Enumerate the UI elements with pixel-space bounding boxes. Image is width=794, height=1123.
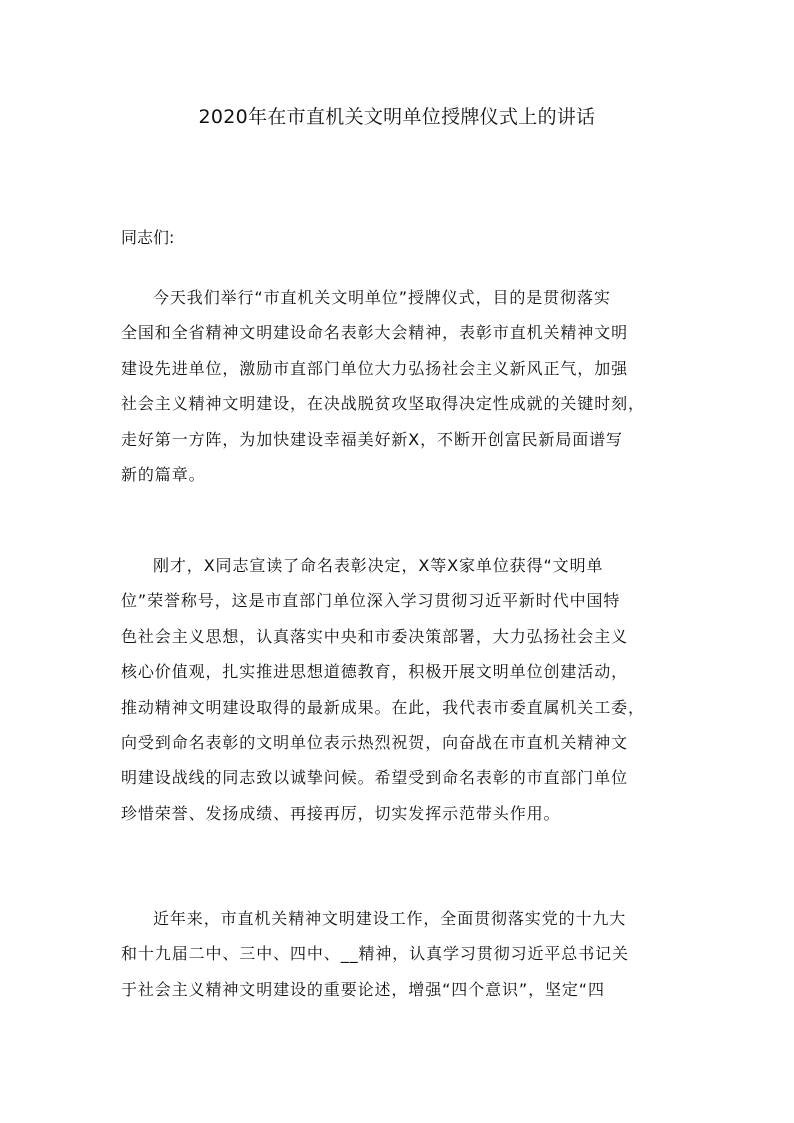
paragraph-line: 推动精神文明建设取得的最新成果。在此，我代表市委直属机关工委，	[121, 697, 645, 717]
paragraph-line: 刚才，X同志宣读了命名表彰决定，X等X家单位获得“文明单	[153, 556, 604, 575]
document-title: 2020年在市直机关文明单位授牌仪式上的讲话	[198, 106, 596, 128]
paragraph-line: 色社会主义思想，认真落实中央和市委决策部署，大力弘扬社会主义	[121, 626, 629, 646]
paragraph-line: 近年来，市直机关精神文明建设工作，全面贯彻落实党的十九大	[153, 909, 627, 928]
paragraph-line: 建设先进单位，激励市直部门单位大力弘扬社会主义新风正气，加强	[121, 358, 629, 378]
paragraph-line: 珍惜荣誉、发扬成绩、再接再厉，切实发挥示范带头作用。	[121, 803, 561, 823]
paragraph-1	[121, 286, 681, 498]
paragraph-line: 位”荣誉称号，这是市直部门单位深入学习贯彻习近平新时代中国特	[121, 591, 621, 611]
paragraph-3	[121, 907, 681, 1013]
paragraph-line: 走好第一方阵，为加快建设幸福美好新X，不断开创富民新局面谱写	[121, 429, 623, 449]
paragraph-line: 和十九届二中、三中、四中、__精神，认真学习贯彻习近平总书记关	[121, 944, 629, 964]
paragraph-line: 于社会主义精神文明建设的重要论述，增强“四个意识”，坚定“四	[121, 979, 605, 999]
paragraph-line: 向受到命名表彰的文明单位表示热烈祝贺，向奋战在市直机关精神文	[121, 732, 629, 752]
paragraph-line: 核心价值观，扎实推进思想道德教育，积极开展文明单位创建活动，	[121, 662, 629, 682]
paragraph-line: 新的篇章。	[121, 464, 206, 484]
paragraph-2	[121, 554, 681, 837]
paragraph-line: 明建设战线的同志致以诚挚问候。希望受到命名表彰的市直部门单位	[121, 768, 629, 788]
paragraph-line: 全国和全省精神文明建设命名表彰大会精神，表彰市直机关精神文明	[121, 323, 629, 343]
paragraph-line: 社会主义精神文明建设，在决战脱贫攻坚取得决定性成就的关键时刻，	[121, 394, 645, 414]
salutation: 同志们:	[121, 228, 175, 247]
paragraph-line: 今天我们举行“市直机关文明单位”授牌仪式，目的是贯彻落实	[153, 288, 611, 307]
